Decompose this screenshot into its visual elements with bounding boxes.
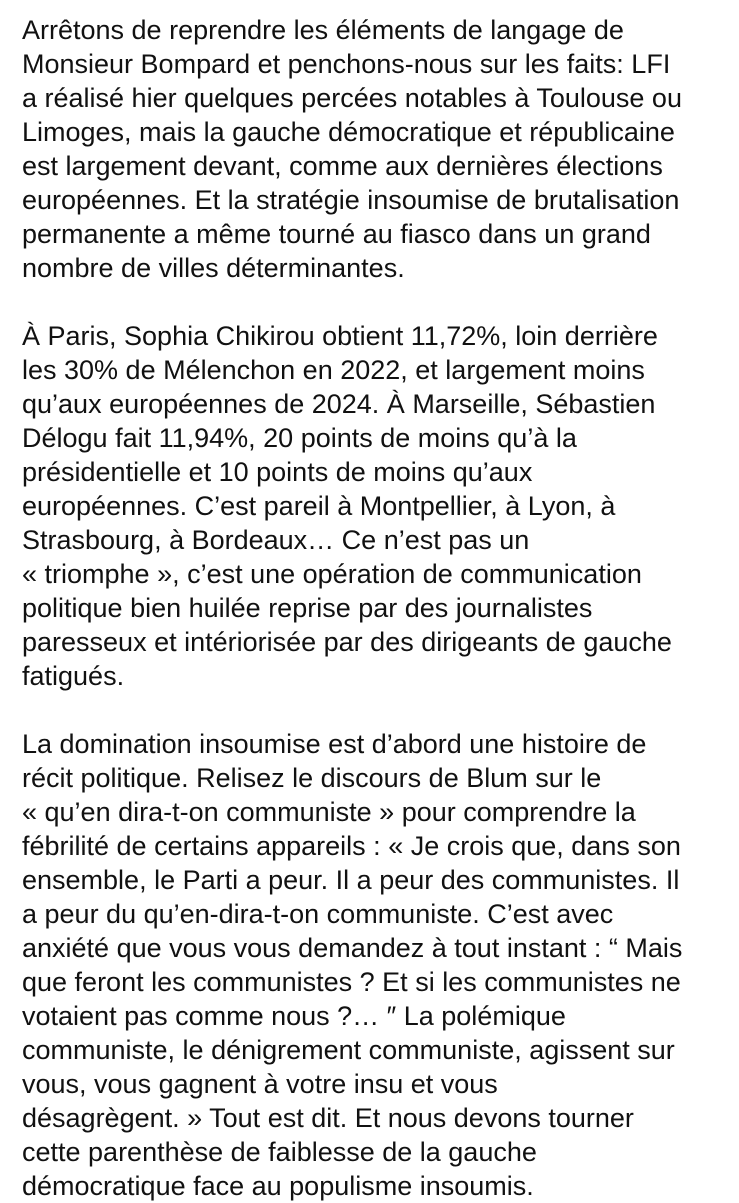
text-line: communiste, le dénigrement communiste, agissent sur (22, 1035, 675, 1065)
text-line: Limoges, mais la gauche démocratique et républicaine (22, 117, 675, 147)
text-line: qu’aux européennes de 2024. À Marseille, Sébastien (22, 389, 656, 419)
text-line: votaient pas comme nous ?… ″ La polémique (22, 1001, 566, 1031)
text-line: vous, vous gagnent à votre insu et vous (22, 1069, 498, 1099)
text-line: À Paris, Sophia Chikirou obtient 11,72%, loin derrière (22, 321, 658, 351)
text-line: a réalisé hier quelques percées notables à Toulouse ou (22, 83, 682, 113)
text-line: les 30% de Mélenchon en 2022, et largement moins (22, 355, 645, 385)
text-line: désagrègent. » Tout est dit. Et nous devons tourner (22, 1103, 634, 1133)
paragraph-gap (22, 285, 723, 319)
text-line: Arrêtons de reprendre les éléments de langage de (22, 15, 624, 45)
text-line: permanente a même tourné au fiasco dans un grand (22, 219, 651, 249)
text-line: européennes. C’est pareil à Montpellier, à Lyon, à (22, 491, 616, 521)
text-line: nombre de villes déterminantes. (22, 253, 405, 283)
text-line: est largement devant, comme aux dernières élections (22, 151, 663, 181)
text-line: paresseux et intériorisée par des dirigeants de gauche (22, 627, 672, 657)
text-line: « triomphe », c’est une opération de communication (22, 559, 642, 589)
text-line: européennes. Et la stratégie insoumise de brutalisation (22, 185, 680, 215)
text-line: a peur du qu’en-dira-t-on communiste. C’est avec (22, 899, 614, 929)
text-line: ensemble, le Parti a peur. Il a peur des communistes. Il (22, 865, 680, 895)
text-line: anxiété que vous vous demandez à tout instant : “ Mais (22, 933, 683, 963)
paragraph-gap (22, 693, 723, 727)
text-line: présidentielle et 10 points de moins qu’aux (22, 457, 533, 487)
paragraph-3 (22, 727, 723, 1203)
text-line: politique bien huilée reprise par des journalistes (22, 593, 593, 623)
text-line: Strasbourg, à Bordeaux… Ce n’est pas un (22, 525, 530, 555)
paragraph-1 (22, 13, 723, 285)
text-line: Monsieur Bompard et penchons-nous sur les faits: LFI (22, 49, 671, 79)
paragraph-2 (22, 319, 723, 693)
text-line: « qu’en dira-t-on communiste » pour comprendre la (22, 797, 636, 827)
text-line: La domination insoumise est d’abord une histoire de (22, 729, 647, 759)
text-line: récit politique. Relisez le discours de Blum sur le (22, 763, 602, 793)
text-line: fébrilité de certains appareils : « Je crois que, dans son (22, 831, 681, 861)
text-line: démocratique face au populisme insoumis. (22, 1171, 534, 1201)
text-line: Délogu fait 11,94%, 20 points de moins qu’à la (22, 423, 577, 453)
text-line: cette parenthèse de faiblesse de la gauche (22, 1137, 537, 1167)
text-line: que feront les communistes ? Et si les communistes ne (22, 967, 681, 997)
text-line: fatigués. (22, 661, 125, 691)
